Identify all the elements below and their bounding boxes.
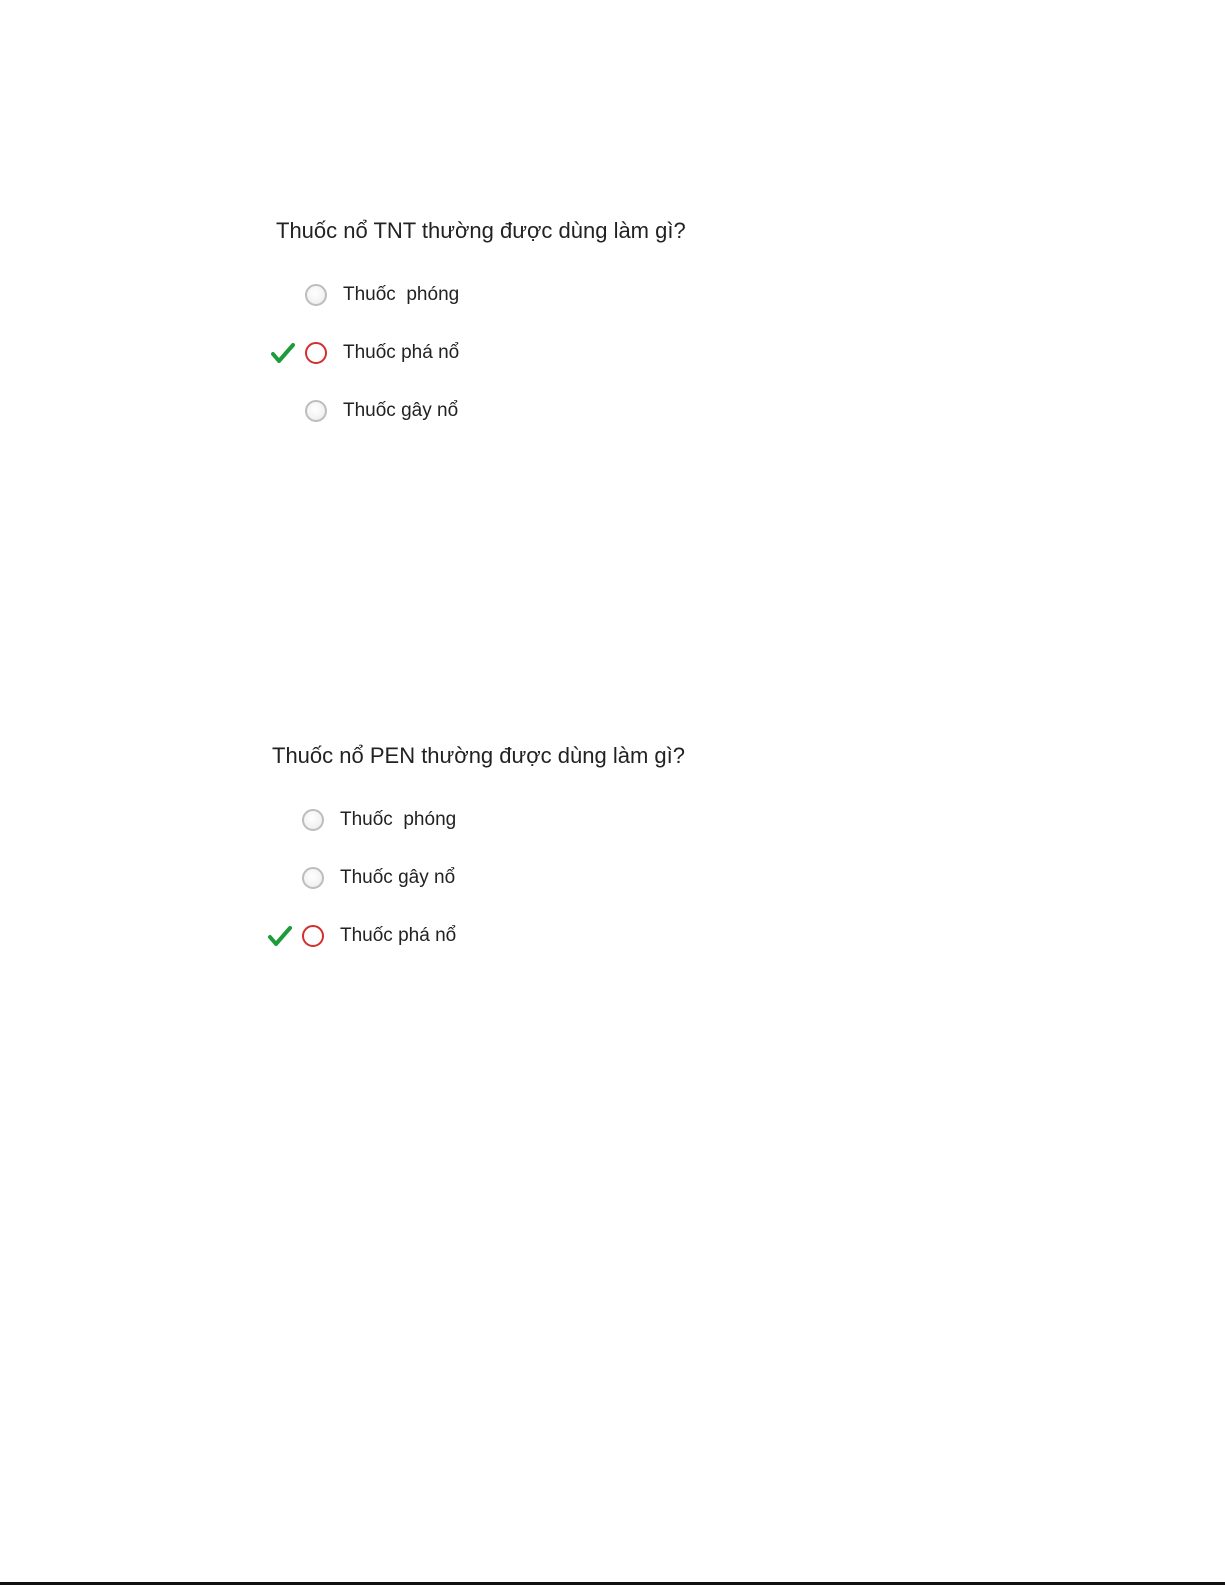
question-1 bbox=[276, 216, 686, 440]
answer-option-label: Thuốc phóng bbox=[340, 809, 457, 830]
answer-option[interactable] bbox=[305, 266, 686, 324]
answer-option-label: Thuốc phá nổ bbox=[340, 925, 457, 946]
answer-option[interactable] bbox=[302, 849, 685, 907]
radio-circle-icon[interactable] bbox=[305, 342, 327, 364]
question-title: Thuốc nổ TNT thường được dùng làm gì? bbox=[276, 218, 686, 243]
question-title: Thuốc nổ PEN thường được dùng làm gì? bbox=[272, 743, 685, 768]
radio-circle-icon[interactable] bbox=[302, 867, 324, 889]
answer-option[interactable] bbox=[305, 382, 686, 440]
question-2 bbox=[272, 741, 685, 965]
radio-circle-icon[interactable] bbox=[302, 925, 324, 947]
answer-option-label: Thuốc phóng bbox=[343, 284, 460, 305]
check-icon bbox=[268, 925, 292, 947]
answer-option[interactable] bbox=[302, 791, 685, 849]
answer-option-correct[interactable] bbox=[302, 907, 685, 965]
answer-options bbox=[302, 791, 685, 965]
answer-option-label: Thuốc gây nổ bbox=[340, 867, 456, 888]
answer-option-correct[interactable] bbox=[305, 324, 686, 382]
radio-circle-icon[interactable] bbox=[302, 809, 324, 831]
radio-circle-icon[interactable] bbox=[305, 284, 327, 306]
answer-option-label: Thuốc phá nổ bbox=[343, 342, 460, 363]
check-icon bbox=[271, 342, 295, 364]
answer-option-label: Thuốc gây nổ bbox=[343, 400, 459, 421]
radio-circle-icon[interactable] bbox=[305, 400, 327, 422]
answer-options bbox=[305, 266, 686, 440]
